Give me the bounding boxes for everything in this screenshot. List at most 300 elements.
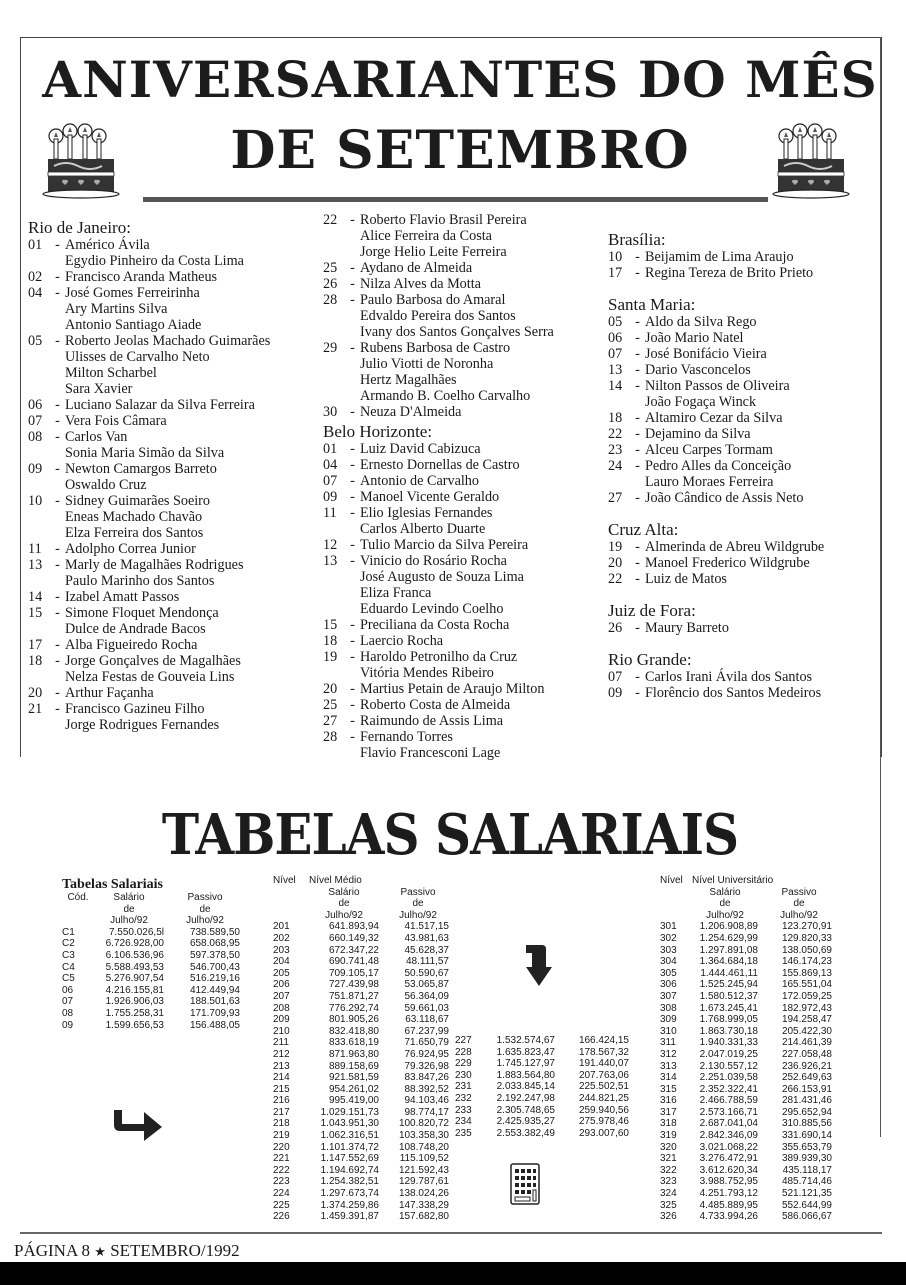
birthday-name: Américo Ávila [65,237,150,253]
birthday-entry [28,301,318,317]
birthday-day: 06 [28,397,43,413]
birthday-day: 19 [323,649,338,665]
table-row [273,1165,449,1177]
birthday-entry [28,461,318,477]
birthday-name: Altamiro Cezar da Silva [645,410,783,426]
row-passive: 50.590,67 [404,967,449,979]
birthday-entry [608,410,878,426]
birthday-name: Simone Floquet Mendonça [65,605,219,621]
birthday-day: 14 [28,589,43,605]
table-body [273,875,449,1223]
table-row [62,996,240,1008]
row-salary: 1.444.461,11 [700,967,758,979]
birthday-entry [28,621,318,637]
birthday-name: Ivany dos Santos Gonçalves Serra [360,324,554,340]
row-passive: 225.502,51 [578,1081,629,1093]
separator: - [350,340,355,356]
birthday-day: 01 [323,441,338,457]
birthday-entry [323,441,603,457]
birthday-day: 07 [28,413,43,429]
birthday-day: 17 [608,265,623,281]
birthday-name: Pedro Alles da Conceição [645,458,792,474]
blank-cell [62,915,94,927]
row-salary: 3.021.068,22 [699,1141,758,1153]
table-row [273,1049,449,1061]
table-row [660,945,832,957]
birthday-day: 25 [323,697,338,713]
birthday-entry [28,509,318,525]
birthday-day: 13 [28,557,43,573]
birthday-day: 11 [28,541,42,557]
separator: - [635,362,640,378]
birthday-name: Beijamim de Lima Araujo [645,249,794,265]
row-passive: 188.501,63 [189,996,240,1008]
column-header-salary: de [338,898,350,910]
spacer [608,587,878,599]
separator: - [635,571,640,587]
birthday-name: Alceu Carpes Tormam [645,442,773,458]
table-row [273,1061,449,1073]
table-row [62,962,240,974]
separator: - [350,537,355,553]
row-passive: 108.748,20 [398,1141,449,1153]
row-salary: 727.439,98 [328,979,379,991]
birthday-name: Edvaldo Pereira dos Santos [360,308,516,324]
row-salary: 4.733.994,26 [699,1211,758,1223]
city-heading: Rio Grande: [608,650,692,669]
birthday-day: 27 [608,490,623,506]
column-header-salary: Julho/92 [110,915,148,927]
separator: - [635,330,640,346]
birthday-name: Jorge Helio Leite Ferreira [360,244,507,260]
row-passive: 121.592,43 [398,1164,449,1176]
table-body [62,892,240,1031]
birthday-day: 08 [28,429,43,445]
birthday-entry [323,601,603,617]
birthday-name: José Gomes Ferreirinha [65,285,200,301]
table-row [62,973,240,985]
row-passive: 138.050,69 [781,944,832,956]
separator: - [350,729,355,745]
row-passive: 56.364,09 [404,990,449,1002]
birthday-entry [28,685,318,701]
separator: - [350,713,355,729]
birthday-day: 06 [608,330,623,346]
row-code: 206 [273,979,290,991]
separator: - [350,553,355,569]
scan-bottom-bar [0,1262,906,1285]
row-code: 203 [273,944,290,956]
row-code: 215 [273,1083,290,1095]
row-code: 311 [660,1037,676,1049]
birthday-name: Carlos Alberto Duarte [360,521,486,537]
birthday-name: Manoel Frederico Wildgrube [645,555,810,571]
birthday-entry [28,605,318,621]
row-code: 230 [455,1069,472,1081]
row-salary: 751.871,27 [328,990,379,1002]
birthday-day: 07 [608,346,623,362]
row-salary: 1.755.258,31 [105,1007,164,1019]
row-passive: 214.461,39 [781,1037,832,1049]
row-code: 235 [455,1127,472,1139]
table-row [660,933,832,945]
separator: - [350,489,355,505]
row-code: 222 [273,1164,290,1176]
birthday-name: Sonia Maria Simão da Silva [65,445,225,461]
separator: - [55,461,60,477]
birthday-entry [323,308,603,324]
birthday-cake-icon [770,122,856,202]
birthday-entry [323,745,603,761]
birthday-name: Eliza Franca [360,585,432,601]
birthday-name: Egydio Pinheiro da Costa Lima [65,253,244,269]
table-subtitle-row [660,875,832,887]
birthday-name: Antonio Santiago Aiade [65,317,202,333]
separator: - [635,378,640,394]
row-code: 323 [660,1176,677,1188]
birthday-day: 18 [323,633,338,649]
birthday-day: 07 [323,473,338,489]
separator: - [55,285,60,301]
page-edge-line [880,37,881,1137]
separator: - [55,429,60,445]
column-header-code: Nível [273,875,296,886]
birthday-entry [323,649,603,665]
birthday-name: Milton Scharbel [65,365,157,381]
row-passive: 252.649,63 [781,1072,832,1084]
birthday-name: Aydano de Almeida [360,260,473,276]
row-passive: 147.338,29 [398,1199,449,1211]
birthday-entry [28,317,318,333]
row-code: 218 [273,1118,290,1130]
table-row [660,1142,832,1154]
birthday-entry [323,585,603,601]
birthday-day: 13 [323,553,338,569]
row-salary: 889.158,69 [328,1060,379,1072]
row-salary: 2.466.788,59 [699,1095,758,1107]
row-code: 313 [660,1060,677,1072]
birthday-day: 28 [323,292,338,308]
row-passive: 207.763,06 [578,1069,629,1081]
birthday-name: Ulisses de Carvalho Neto [65,349,210,365]
separator: - [635,490,640,506]
blank-cell [273,887,309,899]
separator: - [635,539,640,555]
row-code: 07 [62,996,74,1008]
birthday-name: Sidney Guimarães Soeiro [65,493,210,509]
row-passive: 146.174,23 [781,956,832,968]
separator: - [350,276,355,292]
separator: - [635,620,640,636]
birthday-day: 23 [608,442,623,458]
page-title-line1: ANIVERSARIANTES DO MÊS [42,50,878,109]
table-header-row [273,910,449,922]
birthday-name: Regina Tereza de Brito Prieto [645,265,814,281]
birthday-entry [323,244,603,260]
table-header-row [62,915,240,927]
table-row [273,1211,449,1223]
separator: - [55,589,60,605]
row-salary: 1.194.692,74 [320,1164,379,1176]
row-code: 232 [455,1092,472,1104]
row-passive: 103.358,30 [398,1130,449,1142]
birthday-entry [323,729,603,745]
table-row [273,945,449,957]
row-passive: 178.567,32 [578,1046,629,1058]
table-row [660,1153,832,1165]
birthday-name: Antonio de Carvalho [360,473,479,489]
city-heading: Cruz Alta: [608,520,679,539]
birthday-entry [608,442,878,458]
row-salary: 709.105,17 [328,967,379,979]
row-code: 320 [660,1141,677,1153]
row-code: C3 [62,949,75,961]
table-header-row [660,898,832,910]
row-code: 09 [62,1019,74,1031]
table-row [660,1003,832,1015]
row-code: 305 [660,967,677,979]
row-salary: 2.687.041,04 [699,1118,758,1130]
separator: - [635,410,640,426]
birthday-entry [323,457,603,473]
row-salary: 1.029.151,73 [320,1106,379,1118]
birthday-entry [323,340,603,356]
calculator-icon [510,1163,540,1205]
birthday-day: 24 [608,458,623,474]
row-salary: 1.206.908,89 [699,921,758,933]
row-passive: 191.440,07 [578,1058,629,1070]
row-salary: 1.863.730,18 [699,1025,758,1037]
birthday-name: Dulce de Andrade Bacos [65,621,206,637]
row-passive: 355.653,79 [781,1141,832,1153]
row-code: 306 [660,979,677,991]
row-salary: 3.988.752,95 [699,1176,758,1188]
birthday-entry [608,555,878,571]
birthday-entry [323,569,603,585]
birthday-name: Flavio Francesconi Lage [360,745,501,761]
birthday-entry [323,521,603,537]
birthday-entry [28,493,318,509]
row-code: 211 [273,1037,289,1049]
birthday-name: Oswaldo Cruz [65,477,147,493]
row-passive: 100.820,72 [398,1118,449,1130]
row-salary: 1.883.564,80 [496,1069,555,1081]
separator: - [635,426,640,442]
row-salary: 2.033.845,14 [496,1081,555,1093]
birthday-name: Haroldo Petronilho da Cruz [360,649,518,665]
separator: - [55,333,60,349]
birthday-name: Nilton Passos de Oliveira [645,378,790,394]
table-row [273,1037,449,1049]
birthday-day: 27 [323,713,338,729]
birthday-name: João Fogaça Winck [645,394,757,410]
row-salary: 2.573.166,71 [699,1106,758,1118]
row-salary: 5.588.493,53 [105,961,164,973]
birthday-name: Jorge Rodrigues Fernandes [65,717,220,733]
birthday-entry [28,637,318,653]
birthday-entry [28,413,318,429]
row-passive: 205.422,30 [781,1025,832,1037]
row-passive: 295.652,94 [781,1106,832,1118]
birthday-day: 26 [323,276,338,292]
column-header-passive: Julho/92 [186,915,224,927]
row-salary: 1.940.331,33 [699,1037,758,1049]
birthday-day: 17 [28,637,43,653]
birthday-name: Elio Iglesias Fernandes [360,505,493,521]
row-code: 221 [273,1153,290,1165]
birthday-name: Armando B. Coelho Carvalho [360,388,531,404]
table-title: Tabelas Salariais [62,877,164,892]
row-salary: 2.842.346,09 [699,1130,758,1142]
table-row [455,1093,629,1105]
birthday-name: Ary Martins Silva [65,301,168,317]
birthday-name: Raimundo de Assis Lima [360,713,504,729]
table-row [273,1188,449,1200]
blank-cell [273,898,309,910]
table-row [273,1118,449,1130]
birthday-day: 14 [608,378,623,394]
row-salary: 1.635.823,47 [496,1046,555,1058]
birthday-name: Newton Camargos Barreto [65,461,217,477]
row-code: 216 [273,1095,290,1107]
row-code: 303 [660,944,677,956]
separator: - [635,314,640,330]
table-row [660,1072,832,1084]
row-salary: 1.364.684,18 [699,956,758,968]
birthday-name: João Mario Natel [645,330,744,346]
birthday-entry [323,292,603,308]
row-salary: 1.768.999,05 [699,1014,758,1026]
row-code: 225 [273,1199,290,1211]
birthday-name: Eduardo Levindo Coelho [360,601,504,617]
row-code: 201 [273,921,290,933]
row-code: 209 [273,1014,290,1026]
row-code: 307 [660,990,677,1002]
row-code: 326 [660,1211,677,1223]
birthday-day: 18 [608,410,623,426]
table-row [273,933,449,945]
table-row [62,938,240,950]
birthday-entry [608,265,878,281]
birthday-name: Alba Figueiredo Rocha [65,637,198,653]
salary-section-title: TABELAS SALARIAIS [161,801,739,868]
row-passive: 155.869,13 [781,967,832,979]
birthday-day: 10 [28,493,43,509]
birthday-name: Ernesto Dornellas de Castro [360,457,520,473]
birthday-column-2 [323,212,603,761]
row-passive: 293.007,60 [578,1127,629,1139]
row-salary: 995.419,00 [328,1095,379,1107]
salary-table-nivel-universitario [660,875,860,1223]
birthday-name: Tulio Marcio da Silva Pereira [360,537,529,553]
column-header-salary: de [123,903,135,915]
birthday-name: Nelza Festas de Gouveia Lins [65,669,235,685]
row-code: 234 [455,1116,472,1128]
birthday-entry [28,269,318,285]
table-row [660,1211,832,1223]
birthday-entry [28,701,318,717]
table-row [455,1116,629,1128]
row-passive: 172.059,25 [781,990,832,1002]
row-salary: 1.599.656,53 [105,1019,164,1031]
table-row [273,991,449,1003]
birthday-name: Neuza D'Almeida [360,404,462,420]
separator: - [350,473,355,489]
row-passive: 412.449,94 [189,984,240,996]
table-row [660,1118,832,1130]
table-row [273,1200,449,1212]
birthday-entry [323,617,603,633]
row-salary: 660.149,32 [328,932,379,944]
column-header-salary: Julho/92 [706,909,744,921]
birthday-name: Marly de Magalhães Rodrigues [65,557,244,573]
table-row [273,1026,449,1038]
row-passive: 389.939,30 [781,1153,832,1165]
row-passive: 597.378,50 [189,949,240,961]
table-row [273,1130,449,1142]
birthday-entry [28,381,318,397]
birthday-entry [323,473,603,489]
birthday-entry [28,253,318,269]
row-code: 226 [273,1211,290,1223]
row-passive: 83.847,26 [404,1072,449,1084]
row-passive: 76.924,95 [404,1048,449,1060]
row-passive: 94.103,46 [404,1095,449,1107]
separator: - [635,346,640,362]
birthday-entry [323,212,603,228]
row-passive: 63.118,67 [405,1014,449,1026]
birthday-entry [323,404,603,420]
birthday-day: 22 [323,212,338,228]
row-salary: 7.550.026,5l [108,926,164,938]
row-code: 205 [273,967,290,979]
birthday-name: Luiz de Matos [645,571,727,587]
table-row [62,985,240,997]
table-row [660,1014,832,1026]
arrow-down-icon [524,943,554,988]
row-code: 314 [660,1072,677,1084]
separator: - [55,701,60,717]
birthday-name: Dejamino da Silva [645,426,751,442]
separator: - [55,269,60,285]
table-row [273,1084,449,1096]
separator: - [55,685,60,701]
birthday-name: Julio Viotti de Noronha [360,356,494,372]
table-subtitle-row [273,875,449,887]
birthday-name: Hertz Magalhães [360,372,457,388]
table-row [455,1105,629,1117]
row-salary: 1.254.382,51 [320,1176,379,1188]
row-passive: 275.978,46 [578,1116,629,1128]
row-code: 322 [660,1164,677,1176]
table-row [660,1095,832,1107]
spacer [608,506,878,518]
row-salary: 2.305.748,65 [496,1104,555,1116]
row-salary: 1.043.951,30 [320,1118,379,1130]
row-code: 321 [660,1153,677,1165]
row-code: 219 [273,1130,290,1142]
row-code: C1 [62,926,75,938]
row-passive: 281.431,46 [781,1095,832,1107]
row-code: 315 [660,1083,677,1095]
column-header-salary: Salário [113,892,145,903]
page-title-line2: DE SETEMBRO [230,120,690,181]
birthday-name: Paulo Marinho dos Santos [65,573,215,589]
table-row [273,1095,449,1107]
row-passive: 552.644,99 [781,1199,832,1211]
row-code: 204 [273,956,290,968]
birthday-name: Adolpho Correa Junior [65,541,196,557]
